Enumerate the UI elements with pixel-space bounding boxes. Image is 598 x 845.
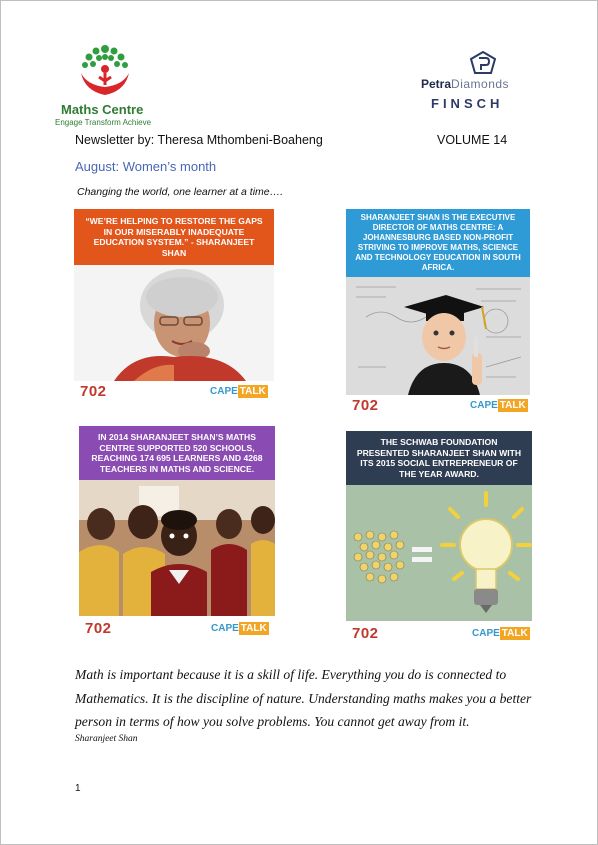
petra-name-bold: Petra (421, 77, 452, 91)
executive-director-tile (346, 209, 530, 416)
schwab-award-tile (346, 431, 532, 643)
capetalk-talk: TALK (239, 386, 266, 397)
capetalk-talk: TALK (499, 400, 526, 411)
brand-702: 702 (80, 383, 107, 400)
maths-centre-name: Maths Centre (61, 102, 144, 117)
tile-caption: SHARANJEET SHAN IS THE EXECUTIVE DIRECTOR OF MATHS CENTRE: A JOHANNESBURG BASED NON-PROFIT STRIVING TO IMPROVE MATHS, SCIENCE AND TECHNOLOGY EDUCATION IN SOUTH AFRICA. (346, 209, 530, 277)
brand-702: 702 (352, 397, 379, 414)
tile-caption: IN 2014 SHARANJEET SHAN’S MATHS CENTRE SUPPORTED 520 SCHOOLS, REACHING 174 695 LEARNERS AND 4268 TEACHERS IN MATHS AND SCIENCE. (79, 426, 275, 480)
capetalk-logo (470, 400, 528, 411)
month-heading: August: Women’s month (75, 159, 217, 174)
tree-hands-icon (75, 43, 135, 101)
diamond-icon (469, 51, 497, 75)
petra-diamonds-name (421, 77, 509, 91)
volume-label: VOLUME 14 (437, 133, 508, 147)
capetalk-logo (211, 623, 269, 634)
capetalk-logo (472, 628, 530, 639)
page-number: 1 (75, 783, 81, 794)
capetalk-logo (210, 386, 268, 397)
classroom-tile (79, 426, 275, 638)
lightbulb-image (346, 485, 532, 621)
quote-author: Sharanjeet Shan (75, 734, 138, 744)
capetalk-cape: CAPE (210, 386, 238, 397)
quote-text: Math is important because it is a skill of life. Everything you do is connected to Mathematics. It is the discipline of nature. Understanding maths makes you a better person in terms of how you solve problems. You cannot get away from it. (75, 667, 532, 729)
capetalk-talk: TALK (240, 623, 267, 634)
tile-caption: “WE’RE HELPING TO RESTORE THE GAPS IN OUR MISERABLY INADEQUATE EDUCATION SYSTEM.” - SHARANJEET SHAN (74, 209, 274, 265)
capetalk-cape: CAPE (470, 400, 498, 411)
petra-name-light: Diamonds (451, 77, 510, 91)
capetalk-talk: TALK (501, 628, 528, 639)
petra-diamonds-logo (421, 51, 561, 121)
maths-centre-logo (53, 43, 157, 125)
maths-centre-tagline: Engage Transform Achieve (55, 118, 152, 127)
capetalk-cape: CAPE (211, 623, 239, 634)
newsletter-tagline: Changing the world, one learner at a time…. (77, 186, 284, 198)
classroom-image (79, 480, 275, 616)
tile-caption: THE SCHWAB FOUNDATION PRESENTED SHARANJEET SHAN WITH ITS 2015 SOCIAL ENTREPRENEUR OF THE YEAR AWARD. (346, 431, 532, 485)
quote-tile (74, 209, 274, 401)
newsletter-byline: Newsletter by: Theresa Mthombeni-Boaheng (75, 133, 323, 147)
brand-702: 702 (85, 620, 112, 637)
brand-702: 702 (352, 625, 379, 642)
capetalk-cape: CAPE (472, 628, 500, 639)
graduate-child-image (346, 277, 530, 395)
finsch-label: FINSCH (431, 96, 504, 111)
portrait-image (74, 265, 274, 381)
